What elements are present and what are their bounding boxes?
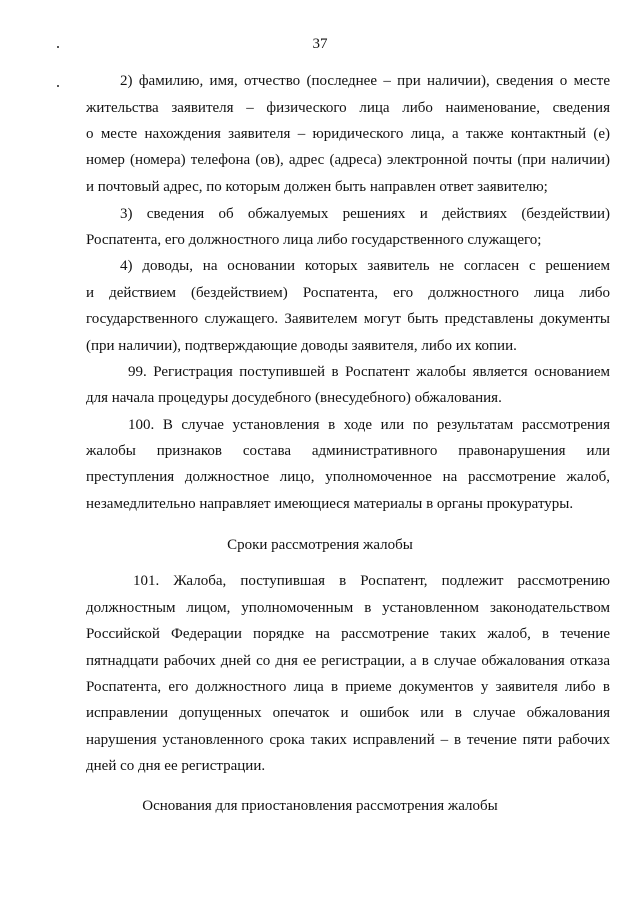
paragraph-line: жалобы признаков состава административного правонарушения или — [86, 443, 610, 459]
paragraph-line: незамедлительно направляет имеющиеся материалы в органы прокуратуры. — [86, 496, 574, 512]
paragraph-line: пятнадцати рабочих дней со дня ее регистрации, а в случае обжалования отказа — [86, 653, 610, 669]
paragraph-line: о месте нахождения заявителя – юридического лица, а также контактный (е) — [86, 126, 610, 142]
page-number: 37 — [312, 36, 328, 52]
paragraph-line: 3) сведения об обжалуемых решениях и действиях (бездействии) — [120, 206, 610, 222]
paragraph-line: должностным лицом, уполномоченным в установленном законодательством — [86, 600, 610, 616]
paragraph-line: (при наличии), подтверждающие доводы заявителя, либо их копии. — [86, 338, 517, 354]
paragraph-line: 100. В случае установления в ходе или по результатам рассмотрения — [128, 417, 610, 433]
section-heading: Основания для приостановления рассмотрения жалобы — [142, 798, 498, 814]
paragraph-line: номер (номера) телефона (ов), адрес (адреса) электронной почты (при наличии) — [86, 152, 610, 168]
paragraph-line: исправлении допущенных опечаток и ошибок или в случае обжалования — [86, 705, 610, 721]
paragraph-line: жительства заявителя – физического лица либо наименование, сведения — [86, 100, 610, 116]
paragraph-line: Роспатента, его должностного лица либо государственного служащего; — [86, 232, 542, 248]
paragraph-line: и почтовый адрес, по которым должен быть направлен ответ заявителю; — [86, 179, 548, 195]
paragraph-line: преступления должностное лицо, уполномоченное на рассмотрение жалоб, — [86, 469, 610, 485]
paragraph-line: Российской Федерации порядке на рассмотрение таких жалоб, в течение — [86, 626, 610, 642]
scan-speck — [57, 85, 59, 87]
paragraph-line: 2) фамилию, имя, отчество (последнее – при наличии), сведения о месте — [120, 73, 610, 89]
paragraph-line: 101. Жалоба, поступившая в Роспатент, подлежит рассмотрению — [133, 573, 610, 589]
paragraph-line: 4) доводы, на основании которых заявитель не согласен с решением — [120, 258, 610, 274]
paragraph-line: Роспатента, его должностного лица в приеме документов у заявителя либо в — [86, 679, 610, 695]
section-heading: Сроки рассмотрения жалобы — [227, 537, 413, 553]
paragraph-line: 99. Регистрация поступившей в Роспатент жалобы является основанием — [128, 364, 610, 380]
paragraph-line: государственного служащего. Заявителем могут быть представлены документы — [86, 311, 610, 327]
paragraph-line: для начала процедуры досудебного (внесудебного) обжалования. — [86, 390, 502, 406]
paragraph-line: дней со дня ее регистрации. — [86, 758, 266, 774]
paragraph-line: и действием (бездействием) Роспатента, его должностного лица либо — [86, 285, 610, 301]
paragraph-line: нарушения установленного срока таких исправлений – в течение пяти рабочих — [86, 732, 610, 748]
